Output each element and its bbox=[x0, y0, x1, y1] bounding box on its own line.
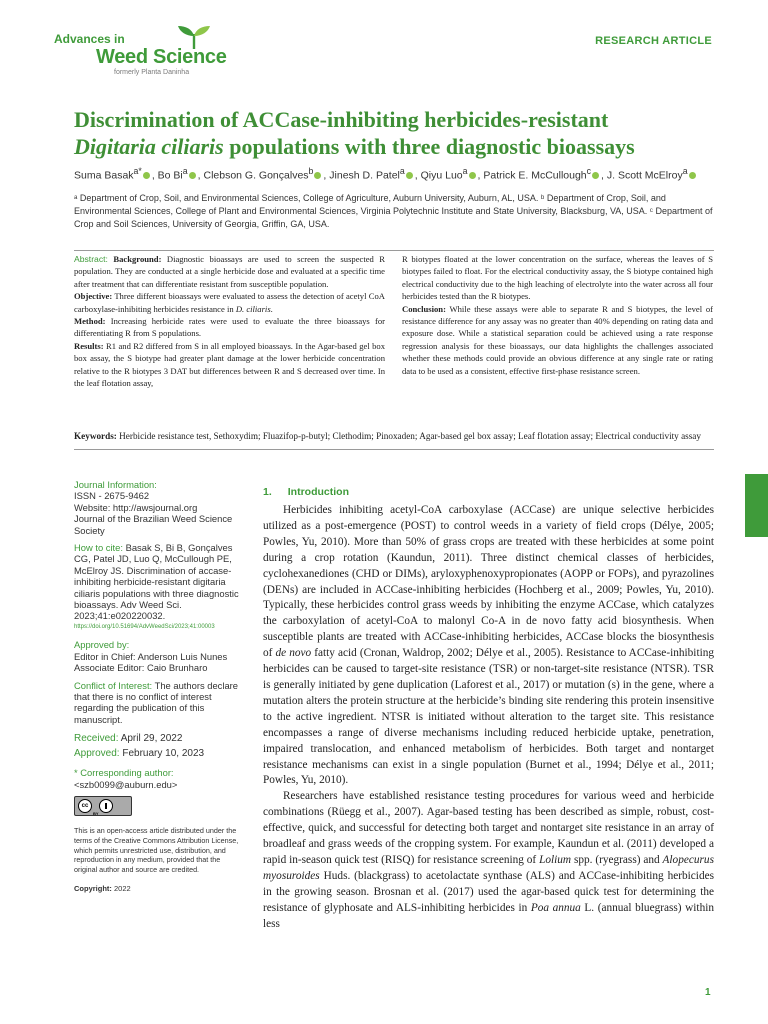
journal-logo bbox=[54, 22, 234, 76]
section-number: 1. bbox=[263, 486, 272, 498]
website-link[interactable]: Website: http://awsjournal.org bbox=[74, 501, 198, 513]
affiliations: ᵃ Department of Crop, Soil, and Environmental Sciences, College of Agriculture, Auburn University, Auburn, AL, USA. ᵇ Department of Crop, Soil, and Environmental Sciences, College of Plant and Environmental Sciences, Virginia Polytechnic Institute and State University, Blacksburg, VA, USA. ᶜ Department of Crop and Soil Sciences, University of Georgia, Griffin, GA, USA. bbox=[74, 193, 713, 229]
author[interactable]: J. Scott McElroy bbox=[606, 169, 683, 182]
paragraph-text: Huds. (blackgrass) to acetolactate synthase (ALS) and ACCase-inhibiting herbicides in the growing season. Brosnan et al. (2017) used the agar-based quick test for determining the resistance of glyphosate and ALS-inhibiting herbicides in bbox=[263, 869, 715, 914]
author[interactable]: Clebson G. Gonçalves bbox=[203, 169, 309, 182]
section-side-tab bbox=[745, 474, 768, 537]
received-date: April 29, 2022 bbox=[120, 733, 183, 745]
article-body bbox=[263, 503, 714, 932]
orcid-icon[interactable] bbox=[689, 172, 696, 179]
doi-link[interactable]: https://doi.org/10.51694/AdvWeedSci/2023;41:00003 bbox=[74, 623, 215, 630]
conflict-label: Conflict of Interest: bbox=[74, 679, 153, 691]
author-affil-mark: a bbox=[399, 166, 405, 176]
editor-in-chief: Editor in Chief: Anderson Luis Nunes bbox=[74, 650, 228, 662]
author-affil-mark: b bbox=[308, 166, 314, 176]
orcid-icon[interactable] bbox=[406, 172, 413, 179]
article-type-label: RESEARCH ARTICLE bbox=[595, 35, 712, 47]
approved-by-label: Approved by: bbox=[74, 639, 130, 651]
results-text-cont: R biotypes floated at the lower concentration on the surface, whereas the leaves of S biotypes failed to float. For the electrical conductivity assay, the S biotype contained high electrical conductivity due to the high leaching of electrolyte into the water across all four herbicides tested than the R biotypes. bbox=[402, 254, 713, 302]
title-species: Digitaria ciliaris bbox=[74, 134, 224, 159]
license-text: This is an open-access article distributed under the terms of the Creative Commons Attribution License, which permits unrestricted use, distribution, and reproduction in any medium, provided that the original author and source are credited. bbox=[74, 825, 239, 875]
paragraph bbox=[263, 503, 714, 789]
objective-text: Three different bioassays were evaluated to assess the detection of acetyl CoA carboxylase-inhibiting herbicides resistance in bbox=[74, 291, 385, 314]
author-list: Suma Basak$^{a*}$ , Bo Bi$^a$ , Clebson G. Gonçalves$^b$ , Jinesh D. Patel$^a$ , Qiyu Luo$^a$ , Patrick E. McCullough$^c$ , J. Scott McElroy$^a$ bbox=[74, 166, 714, 182]
keywords-label: Keywords: bbox=[74, 431, 117, 441]
author[interactable]: Patrick E. McCullough bbox=[483, 169, 587, 182]
paragraph-italic: Alopecurus myosuroides bbox=[263, 853, 714, 882]
author[interactable]: Qiyu Luo bbox=[420, 169, 463, 182]
section-heading-introduction bbox=[263, 486, 349, 498]
paragraph-italic: Poa annua bbox=[530, 901, 581, 914]
author-affil-mark: a bbox=[682, 166, 688, 176]
article-info-sidebar bbox=[74, 479, 239, 894]
paragraph-text: L. (annual bluegrass) within less bbox=[263, 901, 715, 930]
title-line1: Discrimination of ACCase-inhibiting herbicides-resistant bbox=[74, 107, 609, 132]
conclusion-label: Conclusion: bbox=[402, 303, 446, 314]
cc-symbol: cc bbox=[78, 799, 92, 813]
author-affil-mark: c bbox=[586, 166, 592, 176]
author[interactable]: Bo Bi bbox=[157, 169, 183, 182]
by-mark: BY bbox=[93, 810, 99, 816]
orcid-icon[interactable] bbox=[592, 172, 599, 179]
author-affil-mark: a bbox=[182, 166, 188, 176]
abstract-top-rule bbox=[74, 250, 714, 251]
orcid-icon[interactable] bbox=[469, 172, 476, 179]
abstract-label: Abstract: bbox=[74, 254, 108, 264]
background-text: Diagnostic bioassays are used to screen the suspected R population. They are conducted at a single herbicide dose and evaluated at a specific time after treatment that can differentiate resistant from susceptible population. bbox=[74, 254, 385, 289]
copyright-label: Copyright: bbox=[74, 883, 112, 893]
issn: ISSN - 2675-9462 bbox=[74, 490, 150, 502]
journal-info-label: Journal Information: bbox=[74, 479, 157, 490]
orcid-icon[interactable] bbox=[143, 172, 150, 179]
author[interactable]: Suma Basak bbox=[74, 169, 134, 182]
abstract-left-column: Abstract: Background: Diagnostic bioassays are used to screen the suspected R population. They are conducted at a single herbicide dose and evaluated at a specific time after treatment that can differentiate resistant from susceptible population. Objective: Three different bioassays were evaluated to assess the detection of acetyl CoA carboxylase-inhibiting herbicides resistance in D. ciliaris. Method: Increasing herbicide rates were used to evaluate the three bioassays for differentiating R from S populations. Results: R1 and R2 differed from S in all employed bioassays. In the Agar-based gel box box assay, the S biotype had greater plant damage at the lower herbicide concentration relative to the R biotypes 3 DAT but differences between R and S decreased over time. In the leaf flotation assay, bbox=[74, 254, 386, 389]
objective-label: Objective: bbox=[74, 291, 113, 302]
journal-name: Journal of the Brazilian Weed Science Society bbox=[74, 513, 233, 536]
page-number: 1 bbox=[705, 987, 711, 998]
paragraph-text: fatty acid (Cronan, Waldrop, 2002; Délye et al., 2005). Resistance to ACCase-inhibiting herbicides can be caused to target-site resistance (TSR) or non-target-site resistance (NTSR). TSR is generally initiated by gene duplication (Laforest et al., 2017) or mutation (s) in the gene, where a mutation alters the protein structure at the herbicide’s binding site rendering this protein insensitive to the active ingredient. NTSR is initiated without alteration to the target site. This resistance encompasses a range of diverse mechanisms including reduced herbicide uptake, penetration, impaired translocation, and enhanced metabolism of herbicides. Both target and nontarget resistance mechanisms can exist in a single population (Burnet et al., 1994; Délye et al., 2011; Powles, Yu, 2010). bbox=[263, 647, 715, 787]
author[interactable]: Jinesh D. Patel bbox=[329, 169, 400, 182]
by-person-symbol bbox=[99, 799, 113, 813]
cite-text: Basak S, Bi B, Gonçalves CG, Patel JD, Luo Q, McCullough PE, McElroy JS. Discrimination of accase-inhibiting herbicide-resistant digitaria ciliaris populations with three diagnostic bioassays. Adv Weed Sci. 2023;41:e020220032. bbox=[74, 542, 239, 622]
title-line2: populations with three diagnostic bioassays bbox=[223, 134, 635, 159]
paragraph-italic: de novo bbox=[275, 647, 312, 660]
orcid-icon[interactable] bbox=[189, 172, 196, 179]
article-title bbox=[74, 106, 724, 160]
keywords bbox=[74, 429, 714, 450]
paragraph-text: Researchers have established resistance testing procedures for various weed and herbicide combinations (Rüegg et al., 2007). Agar-based testing has been described as simple, robust, cost-effective, quick, and successful for detecting both target and nontarget site resistance in an array of broadleaf and grass weeds of the cropping system. For example, Kaundun et al. (2011) developed a rapid in-season quick test (RISQ) for resistance screening of bbox=[263, 790, 714, 866]
background-label: Background: bbox=[113, 254, 162, 264]
keywords-text: Herbicide resistance test, Sethoxydim; Fluazifop-p-butyl; Clethodim; Pinoxaden; Agar-based gel box assay; Leaf flotation assay; Electrical conductivity assay bbox=[119, 431, 701, 441]
paragraph-text: Herbicides inhibiting acetyl-CoA carboxylase (ACCase) are unique selective herbicides utilized as a post-emergence (POST) to control weeds in a variety of field crops (Délye, 2005; Powles, Yu, 2010). More than 50% of grass crops are treated with these herbicides at some point during a crop rotation (Kaundun, 2011). Three distinct chemical classes of herbicides, cyclohexanediones (CHD or DIMs), aryloxyphenoxypropionates (AOPP or FOPs), and pyrazolines (DENs) are included in ACCase-inhibiting herbicides (Hochberg et al., 2009; Powles, Yu, 2010). Typically, these herbicides control grass weeds by inhibiting the enzyme ACCase, which catalyzes the carboxylation of acetyl-CoA to malonyl Co-A in de novo fatty acid biosynthesis. When susceptible plants are treated with ACCase-inhibiting herbicides, ACCase blocks the biosynthesis of bbox=[263, 504, 714, 660]
conclusion-text: While these assays were able to separate R and S biotypes, the level of resistance difference for any assay was no greater than 40% depending on rating data and exposure dose. While a statistical separation could be achieved using a rate response regression analysis for these bioassays, our data highlights the challenges associated whether these methods could provide an obvious difference at any single rate or rating data to be used as a consistent, effective first-phase resistance screen. bbox=[402, 303, 713, 376]
logo-line2: Weed Science bbox=[96, 46, 227, 68]
objective-species: D. ciliaris bbox=[235, 303, 271, 314]
approved-date: February 10, 2023 bbox=[122, 748, 205, 760]
method-text: Increasing herbicide rates were used to evaluate the three bioassays for differentiating R from S populations. bbox=[74, 316, 385, 339]
cite-label: How to cite: bbox=[74, 542, 123, 554]
logo-formerly: formerly Planta Daninha bbox=[114, 69, 190, 76]
results-text: R1 and R2 differed from S in all employed bioassays. In the Agar-based gel box box assay, the S biotype had greater plant damage at the lower herbicide concentration relative to the R biotypes 3 DAT but differences between R and S decreased over time. In the leaf flotation assay, bbox=[74, 340, 386, 389]
author-affil-mark: a bbox=[462, 166, 468, 176]
logo-line1: Advances in bbox=[54, 32, 125, 46]
results-label: Results: bbox=[74, 340, 104, 351]
cc-by-license-icon[interactable] bbox=[74, 796, 132, 816]
author-affil-mark: a* bbox=[133, 166, 142, 176]
abstract-right-column bbox=[402, 253, 713, 377]
associate-editor: Associate Editor: Caio Brunharo bbox=[74, 662, 208, 674]
method-label: Method: bbox=[74, 316, 106, 327]
received-label: Received: bbox=[74, 733, 119, 745]
orcid-icon[interactable] bbox=[314, 172, 321, 179]
copyright-year: 2022 bbox=[114, 883, 131, 893]
approved-date-label: Approved: bbox=[74, 748, 120, 760]
section-title: Introduction bbox=[287, 486, 350, 498]
paragraph bbox=[263, 789, 714, 932]
paragraph-italic: Lolium bbox=[539, 853, 572, 866]
conflict-text: The authors declare that there is no conflict of interest regarding the publication of this manuscript. bbox=[74, 679, 238, 725]
corresponding-email[interactable]: <szb0099@auburn.edu> bbox=[74, 778, 178, 790]
paragraph-text: spp. (ryegrass) and bbox=[573, 853, 660, 866]
corresponding-author-label: * Corresponding author: bbox=[74, 767, 174, 779]
